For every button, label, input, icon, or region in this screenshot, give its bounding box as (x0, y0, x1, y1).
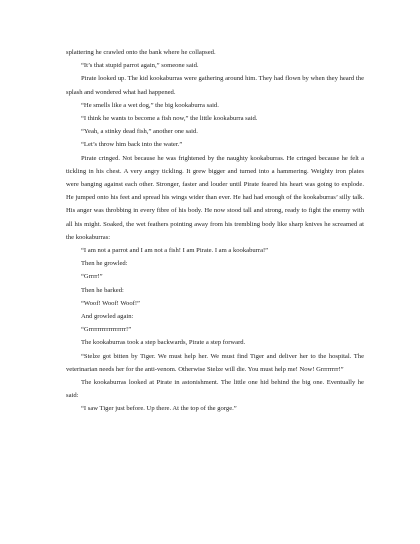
paragraph: “I saw Tiger just before. Up there. At the top of the gorge.” (81, 405, 237, 413)
paragraph: “Grrrrrrrrrrrrrrrrr!” (81, 326, 132, 334)
paragraph: “Yeah, a stinky dead fish,” another one said. (81, 128, 198, 136)
paragraph: “Grrrr!” (81, 273, 103, 281)
paragraph: “Woof! Woof! Woof!” (81, 299, 140, 307)
paragraph: Pirate looked up. The kid kookaburras were gathering around him. They had flown by when they heard the splash and wondered what had happened. (66, 75, 364, 96)
paragraph: “I am not a parrot and I am not a fish! I am Pirate. I am a kookaburra!” (81, 247, 269, 255)
paragraph: The kookaburras took a step backwards, Pirate a step forward. (81, 339, 246, 347)
paragraph: “Let’s throw him back into the water.” (81, 141, 183, 149)
paragraph: Pirate cringed. Not because he was frightened by the naughty kookaburras. He cringed because he felt a tickling in his chest. A very angry tickling. It grew bigger and turned into a hammering. Weighty iron plates were banging against each other. Stronger, faster and louder until Pirate feared his heart was going to explode. He jumped onto his feet and spread his wings wider than ever. He had had enough of the kookaburras’ silly talk. His anger was throbbing in every fibre of his body. He now stood tall and strong, ready to fight the enemy with all his might. Soaked, the wet feathers pointing away from his trembling body like sharp knives he screamed at the kookaburras: (66, 154, 364, 241)
paragraph: Then he barked: (81, 286, 124, 294)
paragraph: splattering he crawled onto the bank where he collapsed. (66, 49, 216, 56)
paragraph: “Stelze got bitten by Tiger. We must help her. We must find Tiger and deliver her to the hospital. The veterinarian needs her for the anti-venom. Otherwise Stelze will die. You must help me! Now! Grrrrrrrr!” (66, 352, 364, 373)
paragraph: The kookaburras looked at Pirate in astonishment. The little one hid behind the big one. Eventually he said: (66, 379, 364, 400)
page-body-text (66, 46, 364, 416)
paragraph: And growled again: (81, 313, 134, 321)
paragraph: “I think he wants to become a fish now,” the little kookaburra said. (81, 115, 258, 123)
paragraph: Then he growled: (81, 260, 128, 268)
paragraph: “It’s that stupid parrot again,” someone said. (81, 62, 199, 70)
paragraph: “He smells like a wet dog,” the big kookaburra said. (81, 101, 219, 109)
